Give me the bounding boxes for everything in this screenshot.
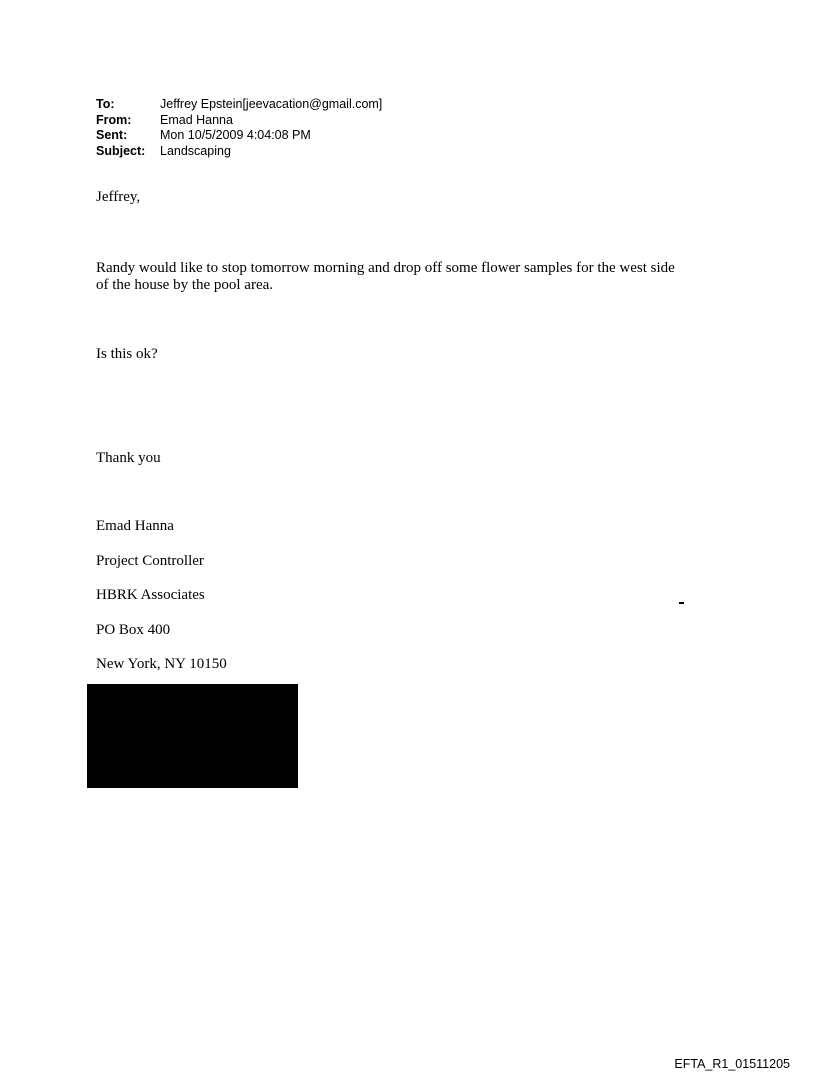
subject-row <box>96 144 382 160</box>
sent-row <box>96 128 382 144</box>
body-paragraph-line-2: of the house by the pool area. <box>96 277 274 293</box>
greeting: Jeffrey, <box>96 189 141 205</box>
to-label: To: <box>96 97 115 111</box>
subject-value: Landscaping <box>160 143 231 158</box>
to-value: Jeffrey Epstein[jeevacation@gmail.com] <box>160 97 383 111</box>
signature-address-line-2: New York, NY 10150 <box>96 656 227 672</box>
signature-company: HBRK Associates <box>96 587 205 603</box>
signature-address-line-1: PO Box 400 <box>96 622 171 638</box>
from-label: From: <box>96 112 132 127</box>
redaction-block <box>87 684 298 788</box>
email-header <box>96 97 382 159</box>
sent-value: Mon 10/5/2009 4:04:08 PM <box>160 128 311 142</box>
closing: Thank you <box>96 450 161 466</box>
question: Is this ok? <box>96 346 158 362</box>
stray-mark <box>679 602 684 604</box>
subject-label: Subject: <box>96 143 146 158</box>
from-value: Emad Hanna <box>160 112 233 127</box>
to-row <box>96 97 382 113</box>
sent-label: Sent: <box>96 128 128 142</box>
from-row <box>96 113 382 129</box>
document-id: EFTA_R1_01511205 <box>674 1057 790 1071</box>
signature-name: Emad Hanna <box>96 518 174 534</box>
signature-title: Project Controller <box>96 553 204 569</box>
body-paragraph-line-1: Randy would like to stop tomorrow morning and drop off some flower samples for the west side <box>96 260 675 276</box>
